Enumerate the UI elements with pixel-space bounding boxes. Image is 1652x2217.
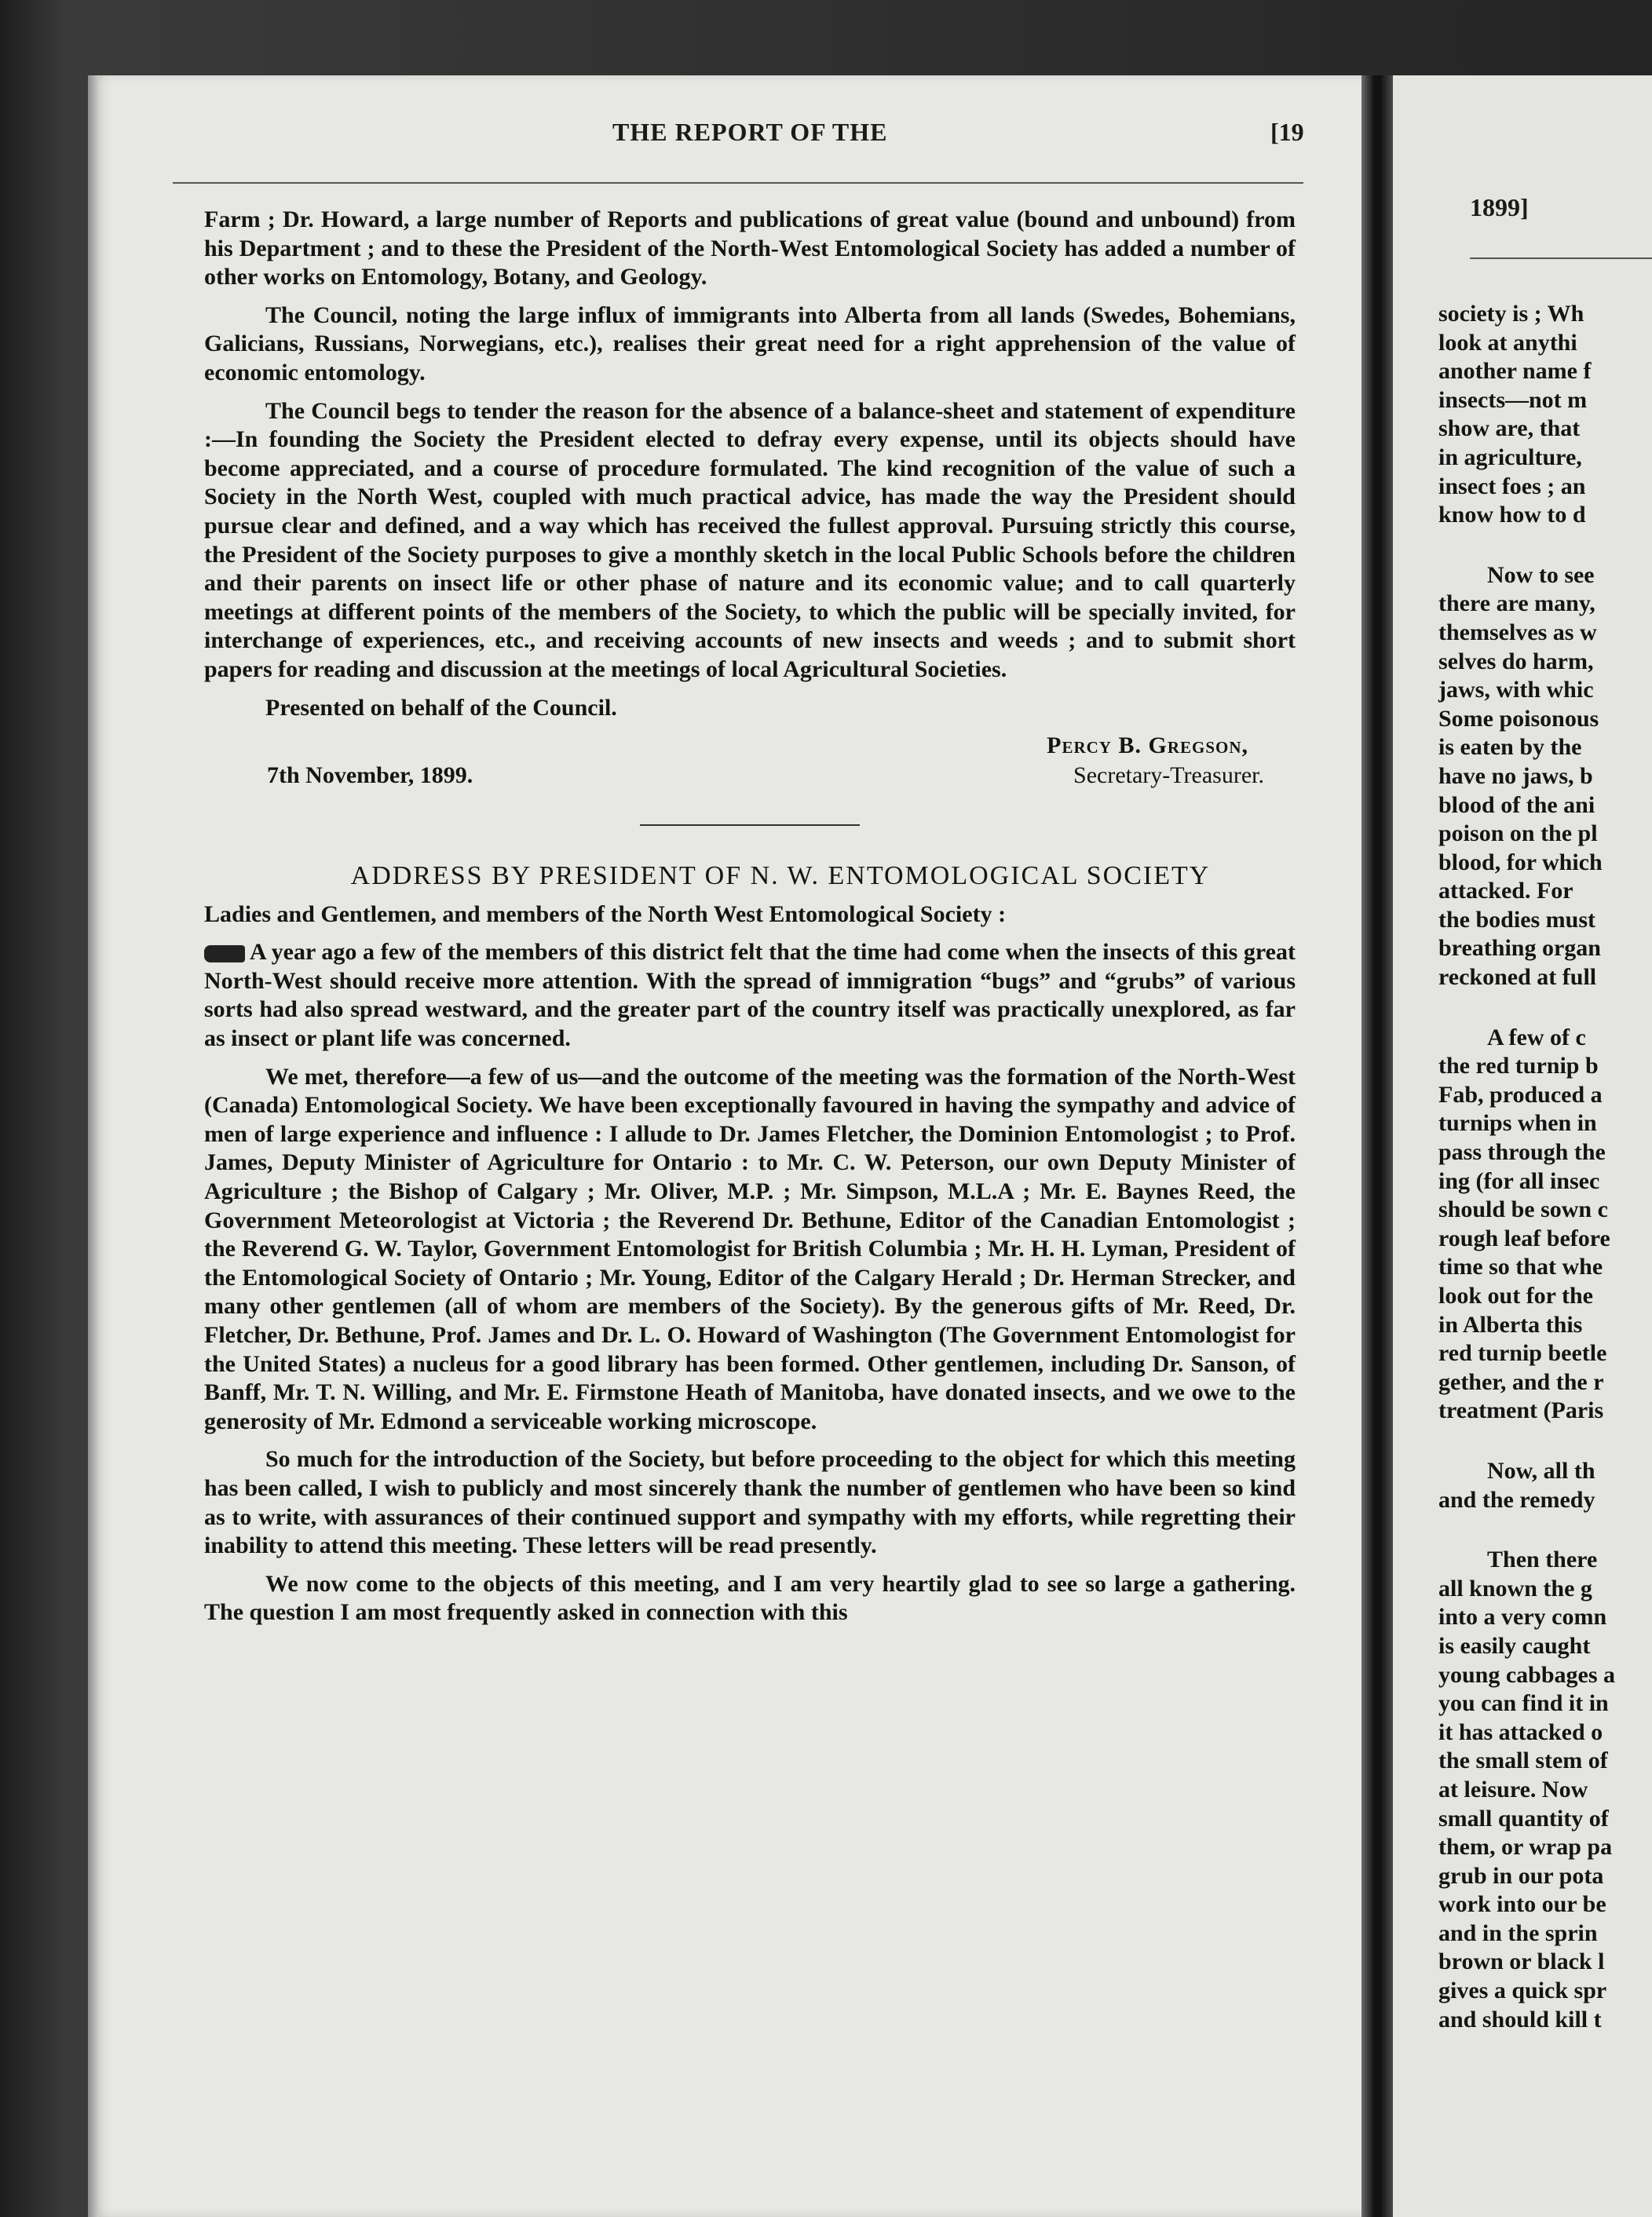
right-page-line: attacked. For [1438, 878, 1573, 904]
right-page-line: into a very comn [1438, 1604, 1607, 1631]
right-page-content [1393, 75, 1652, 2217]
section-rule [640, 824, 860, 826]
paragraph: The Council begs to tender the reason for the absence of a balance-sheet and statement of expenditure :—In founding the Society the President elected to defray every expense, until its objects should have become appreciated, and a course of procedure formulated. The kind recognition of the value of such a Society in the North West, coupled with much practical advice, has made the way the President should pursue clear and defined, and a way which has received the fullest approval. Pursuing strictly this course, the President of the Society purposes to give a monthly sketch in the local Public Schools before the children and their parents on insect life or other phase of nature and its economic value; and to call quarterly meetings at different points of the members of the Society, to which the public will be specially invited, for interchange of experiences, etc., and receiving accounts of new insects and weeds ; and to submit short papers for reading and discussion at the meetings of local Agricultural Societies. [204, 397, 1296, 682]
right-page-line: in Alberta this [1438, 1311, 1583, 1338]
right-page-line: young cabbages a [1438, 1661, 1616, 1688]
right-page-line: time so that whe [1438, 1254, 1603, 1280]
right-page-line: blood, for which [1438, 849, 1603, 875]
right-page-line: insects—not m [1438, 386, 1588, 413]
right-page-line: pass through the [1438, 1139, 1606, 1166]
signature-date: 7th November, 1899. [267, 762, 473, 789]
paragraph: The Council, noting the large influx of immigrants into Alberta from all lands (Swedes, Bohemians, Galicians, Russians, Norwegians, etc.), realises their great need for a right apprehension of the value of economic entomology. [204, 301, 1296, 385]
right-page-line: gives a quick spr [1438, 1978, 1607, 2004]
right-page-line: you can find it in [1438, 1690, 1609, 1717]
paragraph-gap [1438, 1426, 1652, 1457]
right-page-line: Now to see [1487, 561, 1595, 588]
right-page-line: Fab, produced a [1438, 1081, 1603, 1108]
right-page-line: is eaten by the [1438, 734, 1582, 761]
presented-line: Presented on behalf of the Council. [265, 694, 617, 721]
right-page-text [1438, 300, 1652, 2034]
right-page-line: blood of the ani [1438, 791, 1595, 818]
right-page-line: red turnip beetle [1438, 1340, 1607, 1367]
right-page-line: in agriculture, [1438, 444, 1582, 470]
right-page-line: jaws, with whic [1438, 677, 1594, 703]
paragraph: We met, therefore—a few of us—and the outcome of the meeting was the formation of the North-West (Canada) Entomological Society. We have been exceptionally favoured in having the sympathy and advice of men of large experience and influence : I allude to Dr. James Fletcher, the Dominion Entomologist ; to Prof. James, Deputy Minister of Agriculture for Ontario : to Mr. C. W. Peterson, our own Deputy Minister of Agriculture ; the Bishop of Calgary ; Mr. Oliver, M.P. ; Mr. Simpson, M.L.A ; Mr. E. Baynes Reed, the Government Meteorologist at Victoria ; the Reverend Dr. Bethune, Editor of the Canadian Entomologist ; the Reverend G. W. Taylor, Government Entomologist for British Columbia ; Mr. H. H. Lyman, President of the Entomological Society of Ontario ; Mr. Young, Editor of the Calgary Herald ; Dr. Herman Strecker, and many other gentlemen (all of whom are members of the Society). By the generous gifts of Mr. Reed, Dr. Fletcher, Dr. Bethune, Prof. James and Dr. L. O. Howard of Washington (The Government Entomologist for the United States) a nucleus for a good library has been formed. Other gentlemen, including Dr. Sanson, of Banff, Mr. T. N. Willing, and Mr. E. Firmstone Heath of Manitoba, have donated insects, and we owe to the generosity of Mr. Edmond a serviceable working microscope. [204, 1063, 1296, 1434]
right-page-line: ing (for all insec [1438, 1167, 1600, 1194]
signature-name: Percy B. Gregson, [1047, 732, 1248, 759]
right-page-line: have no jaws, b [1438, 762, 1593, 789]
right-page-line: selves do harm, [1438, 648, 1594, 674]
right-page-line: the bodies must [1438, 906, 1596, 933]
right-page-line: society is ; Wh [1438, 301, 1584, 327]
right-page-line: should be sown c [1438, 1196, 1608, 1223]
right-page-line: themselves as w [1438, 619, 1597, 645]
right-page-line: is easily caught [1438, 1632, 1591, 1659]
right-page-line: gether, and the r [1438, 1368, 1604, 1395]
right-page-line: at leisure. Now [1438, 1776, 1588, 1802]
paragraph-gap [1438, 992, 1652, 1024]
right-page-line: poison on the pl [1438, 820, 1598, 847]
right-page-line: it has attacked o [1438, 1718, 1603, 1745]
right-page-line: know how to d [1438, 502, 1586, 528]
right-page-line: grub in our pota [1438, 1862, 1604, 1889]
right-header-rule [1470, 257, 1652, 259]
signature-title: Secretary-Treasurer. [1073, 762, 1264, 789]
pointing-hand-icon [204, 945, 245, 962]
paragraph: So much for the introduction of the Society, but before proceeding to the object for which this meeting has been called, I wish to publicly and most sincerely thank the number of gentlemen who have been so kind as to write, with assurances of their continued support and sympathy with my efforts, while regretting their inability to attend this meeting. These letters will be read presently. [204, 1446, 1296, 1559]
right-page-line: rough leaf before [1438, 1225, 1610, 1251]
page-number: [19 [1270, 118, 1304, 146]
right-page-line: the red turnip b [1438, 1053, 1599, 1079]
right-page-line: look out for the [1438, 1283, 1593, 1309]
salutation: Ladies and Gentlemen, and members of the North West Entomological Society : [204, 900, 1007, 927]
right-page-line: insect foes ; an [1438, 473, 1586, 499]
right-page-line: them, or wrap pa [1438, 1834, 1613, 1861]
right-page-line: and the remedy [1438, 1486, 1595, 1513]
right-page-line: all known the g [1438, 1575, 1592, 1602]
right-page-line: and should kill t [1438, 2006, 1602, 2033]
running-head: THE REPORT OF THE [612, 118, 888, 146]
right-page-line: brown or black l [1438, 1949, 1605, 1975]
right-page-line: Now, all th [1487, 1457, 1595, 1484]
right-page-line: the small stem of [1438, 1748, 1608, 1774]
left-page-body [204, 206, 1296, 1637]
right-page-line: small quantity of [1438, 1805, 1609, 1832]
right-running-head: 1899] [1470, 193, 1529, 221]
paragraph: Farm ; Dr. Howard, a large number of Reports and publications of great value (bound and unbound) from his Department ; and to these the President of the North-West Entomological Society has added a number of other works on Entomology, Botany, and Geology. [204, 206, 1296, 290]
address-title: ADDRESS BY PRESIDENT OF N. W. ENTOMOLOGICAL SOCIETY [350, 861, 1211, 891]
right-page-line: breathing organ [1438, 935, 1601, 962]
right-page-line: another name f [1438, 358, 1592, 385]
right-page-line: look at anythi [1438, 329, 1577, 356]
right-page-line: A few of c [1487, 1024, 1586, 1050]
right-page-line: reckoned at full [1438, 964, 1597, 991]
paragraph-gap [1438, 1514, 1652, 1546]
paragraph-text: A year ago a few of the members of this district felt that the time had come when the insects of this great North-West should receive more attention. With the spread of immigration “bugs” and “grubs” of various sorts had also spread westward, and the greater part of the country itself was practically unexplored, as far as insect or plant life was concerned. [204, 939, 1296, 1052]
right-page-line: there are many, [1438, 590, 1595, 617]
right-page-line: treatment (Paris [1438, 1397, 1604, 1424]
right-page-line: Then there [1487, 1547, 1598, 1573]
right-page-line: Some poisonous [1438, 705, 1599, 732]
header-rule [173, 182, 1303, 184]
right-page-line: show are, that [1438, 415, 1581, 442]
signature-block [204, 732, 1296, 793]
book-gutter [1361, 75, 1393, 2217]
right-page-line: turnips when in [1438, 1110, 1597, 1137]
right-page-line: work into our be [1438, 1891, 1606, 1918]
paragraph [204, 938, 1296, 1053]
right-page-line: and in the sprin [1438, 1919, 1598, 1946]
paragraph-gap [1438, 530, 1652, 561]
paragraph: We now come to the objects of this meeting, and I am very heartily glad to see so large a gathering. The question I am most frequently asked in connection with this [204, 1570, 1296, 1626]
